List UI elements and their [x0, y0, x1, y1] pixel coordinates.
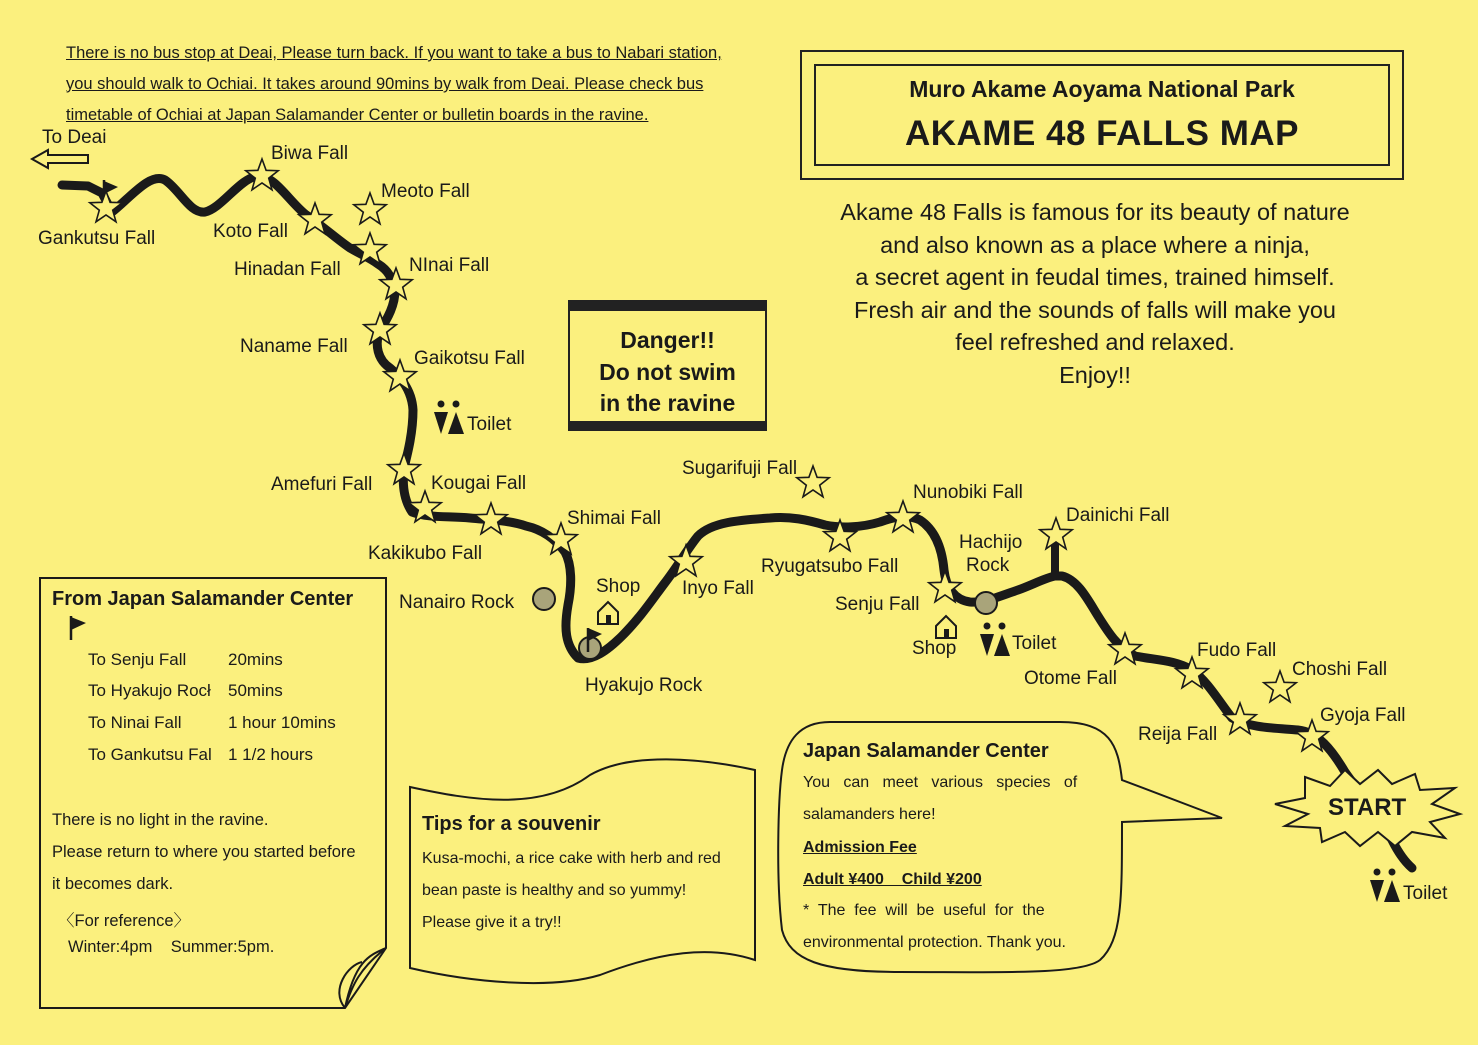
intro-line: feel refreshed and relaxed. [955, 329, 1235, 355]
from-center-title: From Japan Salamander Center [52, 588, 354, 610]
toilet-label: Toilet [467, 414, 512, 435]
danger-line: in the ravine [599, 390, 736, 416]
shop-icon [598, 602, 618, 624]
fall-label-ryugatsubo: Ryugatsubo Fall [761, 556, 899, 577]
fall-label-kakikubo: Kakikubo Fall [368, 543, 483, 564]
map-title: AKAME 48 FALLS MAP [904, 114, 1300, 153]
toilet-label: Toilet [1403, 883, 1448, 904]
fall-label-inyo: Inyo Fall [682, 578, 754, 599]
reference-label: 〈For reference〉 [58, 912, 191, 930]
darkness-note: it becomes dark. [52, 875, 174, 893]
fall-label-biwa: Biwa Fall [271, 143, 349, 164]
intro-line: and also known as a place where a ninja, [880, 231, 1310, 258]
fall-label-fudo: Fudo Fall [1197, 640, 1277, 661]
bus-notice [66, 38, 772, 131]
shop-label: Shop [596, 576, 641, 597]
waterfall-star-icon [887, 501, 919, 532]
toilet-icon [434, 401, 464, 435]
fall-label-amefuri: Amefuri Fall [271, 474, 373, 495]
fall-label-otome: Otome Fall [1024, 668, 1117, 689]
danger-line: Danger!! [620, 327, 715, 353]
waterfall-star-icon [90, 191, 122, 222]
darkness-note: There is no light in the ravine. [52, 811, 269, 829]
intro-line: a secret agent in feudal times, trained himself. [855, 264, 1335, 290]
admission-fee-title: Admission Fee [803, 839, 917, 856]
fall-label-koto: Koto Fall [213, 221, 288, 242]
tips-line: bean paste is healthy and so yummy! [422, 882, 687, 899]
salamander-text: You can meet various species of [803, 774, 1078, 791]
fall-label-sugarifuji: Sugarifuji Fall [682, 458, 798, 479]
salamander-text: salamanders here! [803, 806, 936, 823]
tips-text [422, 843, 752, 939]
fall-label-reija: Reija Fall [1138, 724, 1218, 745]
tips-line: Kusa-mochi, a rice cake with herb and red [422, 850, 721, 867]
rock-label-hachijo: Hachijo [959, 532, 1023, 553]
danger-line: Do not swim [599, 358, 736, 385]
route-destination: To Ninai Fall [88, 713, 182, 732]
toilet-icon [980, 623, 1010, 657]
park-name: Muro Akame Aoyama National Park [909, 76, 1295, 102]
tips-title: Tips for a souvenir [422, 813, 601, 835]
fall-label-choshi: Choshi Fall [1292, 659, 1388, 680]
route-time: 1 1/2 hours [228, 745, 314, 764]
fall-label-gankutsu: Gankutsu Fall [38, 228, 156, 249]
waterfall-star-icon [797, 466, 829, 497]
darkness-note: Please return to where you started before [52, 843, 356, 861]
arrow-left-icon [32, 150, 88, 168]
toilet-icon [1370, 869, 1400, 903]
route-time: 1 hour 10mins [228, 713, 336, 732]
admission-fee: Adult ¥400 Child ¥200 [803, 871, 982, 888]
intro-line: Enjoy!! [1059, 361, 1131, 388]
route-destination: To Hyakujo Rocł [88, 681, 211, 700]
to-deai-label: To Deai [42, 127, 107, 148]
rock-label-hachijo: Rock [966, 555, 1010, 576]
danger-box [568, 300, 767, 431]
route-destination: To Gankutsu Fal [88, 745, 212, 764]
start-label: START [1328, 794, 1407, 821]
rock-hachijo [975, 592, 997, 614]
fall-label-hinadan: Hinadan Fall [234, 259, 341, 280]
rock-nanairo [533, 588, 555, 610]
fall-label-gyoja: Gyoja Fall [1320, 705, 1406, 726]
bus-notice-line: timetable of Ochiai at Japan Salamander Center or bulletin boards in the ravine. [66, 106, 649, 124]
fall-label-nunobiki: Nunobiki Fall [913, 482, 1023, 503]
rock-label-nanairo: Nanairo Rock [399, 592, 515, 613]
salamander-title: Japan Salamander Center [803, 740, 1049, 762]
fee-note: environmental protection. Thank you. [803, 934, 1066, 951]
route-time: 50mins [228, 681, 283, 700]
fall-label-dainichi: Dainichi Fall [1066, 505, 1170, 526]
route-time: 20mins [228, 650, 283, 669]
fall-label-shimai: Shimai Fall [567, 508, 661, 529]
bus-notice-line: There is no bus stop at Deai, Please turn back. If you want to take a bus to Nabari station, [66, 44, 722, 62]
fall-label-kougai: Kougai Fall [431, 473, 527, 494]
route-row [88, 713, 336, 733]
intro-line: Akame 48 Falls is famous for its beauty of nature [840, 199, 1350, 225]
intro-text [800, 196, 1390, 391]
waterfall-star-icon [475, 503, 507, 534]
fall-label-ninai: NInai Fall [409, 255, 490, 276]
title-box [800, 50, 1404, 180]
route-row [88, 650, 283, 670]
fall-label-senju: Senju Fall [835, 594, 920, 615]
rock-hyakujo [579, 637, 601, 659]
toilet-label: Toilet [1012, 633, 1057, 654]
intro-line: Fresh air and the sounds of falls will make you [854, 296, 1336, 323]
fall-label-naname: Naname Fall [240, 336, 348, 357]
fee-note: * The fee will be useful for the [803, 902, 1045, 919]
route-destination: To Senju Fall [88, 650, 187, 669]
route-row [88, 745, 314, 765]
route-row [88, 681, 283, 701]
shop-label: Shop [912, 638, 957, 659]
fall-label-meoto: Meoto Fall [381, 181, 470, 202]
tips-line: Please give it a try!! [422, 914, 562, 931]
bus-notice-line: you should walk to Ochiai. It takes around 90mins by walk from Deai. Please check bus [66, 75, 704, 93]
shop-icon [936, 616, 956, 638]
rock-label-hyakujo: Hyakujo Rock [585, 675, 703, 696]
closing-times: Winter:4pm Summer:5pm. [68, 938, 275, 956]
fall-label-gaikotsu: Gaikotsu Fall [414, 348, 525, 369]
